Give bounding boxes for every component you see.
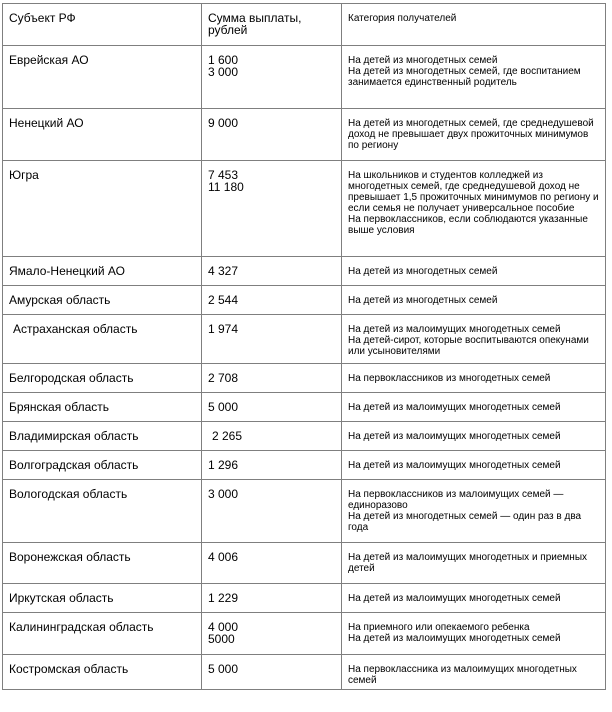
category-cell bbox=[342, 46, 606, 109]
table-row bbox=[3, 422, 606, 451]
category-text: На приемного или опекаемого ребенка bbox=[348, 622, 530, 633]
subject-text: Ненецкий АО bbox=[9, 116, 84, 130]
category-text: На первоклассников из многодетных семей bbox=[348, 373, 551, 384]
subject-text: Волгоградская область bbox=[9, 458, 139, 472]
category-text: На детей из малоимущих многодетных семей bbox=[348, 324, 561, 335]
amount-cell bbox=[202, 257, 342, 286]
category-cell bbox=[342, 315, 606, 364]
amount-text: 7 453 bbox=[208, 168, 239, 182]
category-text: На детей из малоимущих многодетных семей bbox=[348, 431, 561, 442]
amount-cell bbox=[202, 613, 342, 655]
table-row bbox=[3, 109, 606, 161]
subject-text: Вологодская область bbox=[9, 487, 128, 501]
header-amount-cell bbox=[202, 4, 342, 46]
category-cell bbox=[342, 543, 606, 584]
category-cell bbox=[342, 393, 606, 422]
header-category-cell bbox=[342, 4, 606, 46]
table-body bbox=[3, 4, 606, 690]
amount-cell bbox=[202, 46, 342, 109]
amount-cell bbox=[202, 655, 342, 690]
subject-text: Костромская область bbox=[9, 662, 129, 676]
amount-cell bbox=[202, 286, 342, 315]
amount-text: 3 000 bbox=[208, 65, 239, 79]
amount-cell bbox=[202, 393, 342, 422]
amount-text: 11 180 bbox=[208, 180, 244, 194]
subject-text: Калининградская область bbox=[9, 620, 154, 634]
category-text: На первоклассника из малоимущих многодетных семей bbox=[348, 664, 577, 686]
table-row bbox=[3, 543, 606, 584]
header-category-text: Категория получателей bbox=[348, 13, 457, 24]
subject-cell bbox=[3, 46, 202, 109]
subject-cell bbox=[3, 315, 202, 364]
amount-text: 1 974 bbox=[208, 322, 239, 336]
subject-cell bbox=[3, 286, 202, 315]
category-text: На первоклассников, если соблюдаются указанные выше условия bbox=[348, 214, 588, 236]
amount-text: 5 000 bbox=[208, 662, 239, 676]
category-cell bbox=[342, 655, 606, 690]
table-row bbox=[3, 161, 606, 257]
category-cell bbox=[342, 480, 606, 543]
amount-cell bbox=[202, 422, 342, 451]
amount-text: 2 544 bbox=[208, 293, 239, 307]
amount-text: 4 006 bbox=[208, 550, 239, 564]
amount-text: 4 327 bbox=[208, 264, 239, 278]
subject-cell bbox=[3, 161, 202, 257]
subject-text: Владимирская область bbox=[9, 429, 139, 443]
category-text: На детей из малоимущих многодетных семей bbox=[348, 633, 561, 644]
category-cell bbox=[342, 257, 606, 286]
category-text: На детей из малоимущих многодетных семей bbox=[348, 593, 561, 604]
payments-table bbox=[2, 3, 606, 690]
amount-text: 9 000 bbox=[208, 116, 239, 130]
amount-text: 3 000 bbox=[208, 487, 239, 501]
amount-text: 1 229 bbox=[208, 591, 239, 605]
subject-text: Еврейская АО bbox=[9, 53, 89, 67]
table-row bbox=[3, 584, 606, 613]
amount-cell bbox=[202, 161, 342, 257]
category-cell bbox=[342, 422, 606, 451]
category-cell bbox=[342, 161, 606, 257]
table-header-row bbox=[3, 4, 606, 46]
category-cell bbox=[342, 613, 606, 655]
subject-text: Югра bbox=[9, 168, 39, 182]
amount-text: 1 600 bbox=[208, 53, 239, 67]
category-text: На детей из малоимущих многодетных семей bbox=[348, 402, 561, 413]
amount-text: 5000 bbox=[208, 632, 235, 646]
subject-cell bbox=[3, 655, 202, 690]
header-subject-cell bbox=[3, 4, 202, 46]
category-text: На детей из многодетных семей, где среднедушевой доход не превышает двух прожиточных минимумов по региону bbox=[348, 118, 594, 151]
header-amount-text-line2: рублей bbox=[208, 23, 248, 37]
category-cell bbox=[342, 451, 606, 480]
subject-cell bbox=[3, 451, 202, 480]
category-text: На детей из многодетных семей bbox=[348, 295, 498, 306]
amount-text: 4 000 bbox=[208, 620, 239, 634]
category-text: На детей из многодетных семей bbox=[348, 55, 498, 66]
table-row bbox=[3, 315, 606, 364]
subject-cell bbox=[3, 584, 202, 613]
subject-text: Амурская область bbox=[9, 293, 111, 307]
subject-cell bbox=[3, 480, 202, 543]
subject-text: Иркутская область bbox=[9, 591, 114, 605]
subject-cell bbox=[3, 393, 202, 422]
table-row bbox=[3, 480, 606, 543]
table-row bbox=[3, 257, 606, 286]
subject-cell bbox=[3, 422, 202, 451]
subject-cell bbox=[3, 257, 202, 286]
table-row bbox=[3, 451, 606, 480]
category-text: На детей из многодетных семей, где воспитанием занимается единственный родитель bbox=[348, 66, 581, 88]
header-amount-text-line1: Сумма выплаты, bbox=[208, 11, 302, 25]
category-cell bbox=[342, 286, 606, 315]
category-text: На первоклассников из малоимущих семей — единоразово bbox=[348, 489, 564, 511]
amount-cell bbox=[202, 364, 342, 393]
table-row bbox=[3, 613, 606, 655]
amount-cell bbox=[202, 109, 342, 161]
category-text: На детей из малоимущих многодетных семей bbox=[348, 460, 561, 471]
amount-text: 2 708 bbox=[208, 371, 239, 385]
amount-cell bbox=[202, 451, 342, 480]
header-subject-text: Субъект РФ bbox=[9, 11, 76, 25]
amount-cell bbox=[202, 584, 342, 613]
category-cell bbox=[342, 364, 606, 393]
subject-cell bbox=[3, 543, 202, 584]
subject-text: Астраханская область bbox=[13, 322, 138, 336]
subject-text: Ямало-Ненецкий АО bbox=[9, 264, 125, 278]
category-cell bbox=[342, 109, 606, 161]
category-text: На детей из многодетных семей bbox=[348, 266, 498, 277]
category-cell bbox=[342, 584, 606, 613]
subject-cell bbox=[3, 364, 202, 393]
table-row bbox=[3, 655, 606, 690]
amount-cell bbox=[202, 315, 342, 364]
table-row bbox=[3, 393, 606, 422]
amount-cell bbox=[202, 480, 342, 543]
amount-text: 5 000 bbox=[208, 400, 239, 414]
table-row bbox=[3, 46, 606, 109]
subject-text: Воронежская область bbox=[9, 550, 131, 564]
subject-cell bbox=[3, 109, 202, 161]
subject-text: Брянская область bbox=[9, 400, 109, 414]
category-text: На школьников и студентов колледжей из многодетных семей, где среднедушевой доход не превышает 1,5 прожиточных минимумов по региону и если семья не получает универсальное пособие bbox=[348, 170, 599, 214]
subject-text: Белгородская область bbox=[9, 371, 134, 385]
amount-text: 1 296 bbox=[208, 458, 239, 472]
amount-text: 2 265 bbox=[212, 429, 243, 443]
category-text: На детей из малоимущих многодетных и приемных детей bbox=[348, 552, 588, 574]
table-row bbox=[3, 364, 606, 393]
category-text: На детей из многодетных семей — один раз в два года bbox=[348, 511, 582, 533]
table-row bbox=[3, 286, 606, 315]
category-text: На детей-сирот, которые воспитываются опекунами или усыновителями bbox=[348, 335, 589, 357]
amount-cell bbox=[202, 543, 342, 584]
subject-cell bbox=[3, 613, 202, 655]
